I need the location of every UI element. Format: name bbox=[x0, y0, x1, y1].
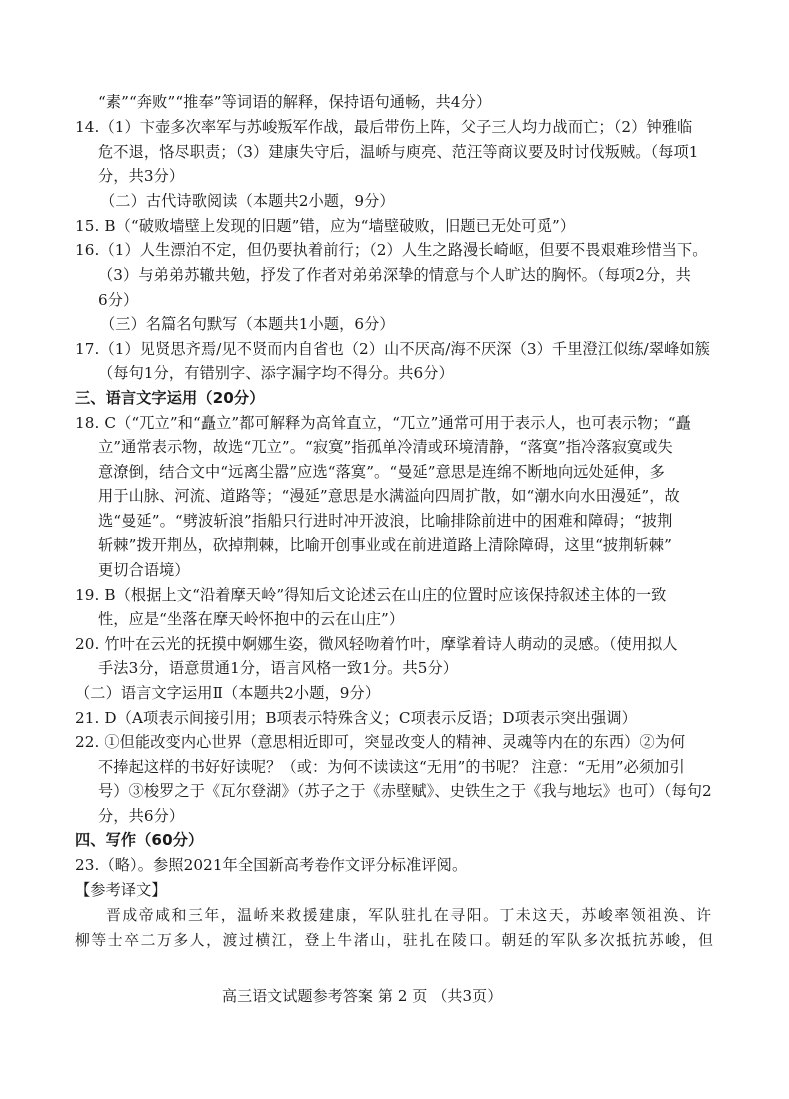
section-heading-language-use: 三、语言文字运用（20分） bbox=[75, 389, 265, 407]
translation-line-2: 柳等士卒二万多人，渡过横江，登上牛渚山，驻扎在陵口。朝廷的军队多次抵抗苏峻，但 bbox=[75, 932, 715, 949]
text-line-q18-5: 选“曼延”。“劈波斩浪”指船只行进时冲开波浪，比喻排除前进中的困难和障碍；“披荆 bbox=[98, 512, 673, 530]
section-heading-famous-lines: （三）名篇名句默写（本题共1小题，6分） bbox=[100, 315, 395, 333]
text-line-q18-7: 更切合语境） bbox=[98, 561, 190, 579]
section-heading-reference-translation: 【参考译文】 bbox=[75, 881, 167, 899]
text-line-q22-3: 号）③梭罗之于《瓦尔登湖》（苏子之于《赤壁赋》、史铁生之于《我与地坛》也可）（每句2 bbox=[98, 782, 712, 800]
text-line-q14-2: 危不退，恪尽职责；（3）建康失守后，温峤与庾亮、范汪等商议要及时讨伐叛贼。（每项1 bbox=[98, 143, 699, 161]
text-line-q18-4: 用于山脉、河流、道路等；“漫延”意思是水满溢向四周扩散，如“潮水向水田漫延”，故 bbox=[98, 487, 680, 505]
text-line-q16-1: 16.（1）人生漂泊不定，但仍要执着前行；（2）人生之路漫长崎岖，但要不畏艰难珍惜当下。 bbox=[75, 241, 708, 259]
page-footer: 高三语文试题参考答案 第 2 页 （共3页） bbox=[222, 987, 503, 1005]
text-line-q17-1: 17.（1）见贤思齐焉/见不贤而内自省也（2）山不厌高/海不厌深（3）千里澄江似练/翠峰如簇 bbox=[75, 340, 711, 358]
text-line-q20-1: 20. 竹叶在云光的抚摸中婀娜生姿，微风轻吻着竹叶，摩挲着诗人萌动的灵感。（使用拟人 bbox=[75, 635, 678, 653]
text-line-q13-tail: “素”“奔败”“推奉”等词语的解释，保持语句通畅，共4分） bbox=[98, 93, 492, 111]
text-line-q19-2: 性，应是“坐落在摩天岭怀抱中的云在山庄”） bbox=[98, 610, 405, 628]
text-line-q20-2: 手法3分，语意贯通1分，语言风格一致1分。共5分） bbox=[98, 659, 459, 677]
text-line-q14-1: 14.（1）卞壶多次率军与苏峻叛军作战，最后带伤上阵，父子三人均力战而亡；（2）钟雅临 bbox=[75, 118, 693, 136]
text-line-q23: 23.（略）。参照2021年全国新高考卷作文评分标准评阅。 bbox=[75, 856, 468, 874]
text-line-q22-1: 22. ①但能改变内心世界（意思相近即可，突显改变人的精神、灵魂等内在的东西）②为何 bbox=[75, 733, 686, 751]
text-line-q21: 21. D（A项表示间接引用；B项表示特殊含义；C项表示反语；D项表示突出强调） bbox=[75, 709, 637, 727]
text-line-q22-2: 不捧起这样的书好好读呢？（或：为何不读读这“无用”的书呢？ 注意：“无用”必须加引 bbox=[98, 758, 685, 776]
text-line-q19-1: 19. B（根据上文“沿着摩天岭”得知后文论述云在山庄的位置时应该保持叙述主体的一致 bbox=[75, 586, 667, 604]
text-line-q14-3: 分，共3分） bbox=[98, 167, 185, 185]
text-line-q15: 15. B（“破败墙壁上发现的旧题”错，应为“墙壁破败，旧题已无处可觅”） bbox=[75, 217, 576, 235]
text-line-q18-2: 立”通常表示物，故选“兀立”。“寂寞”指孤单冷清或环境清静，“落寞”指冷落寂寞或失 bbox=[98, 438, 673, 456]
text-line-q18-6: 斩棘”拨开荆丛，砍掉荆棘，比喻开创事业或在前进道路上清除障碍，这里“披荆斩棘” bbox=[98, 536, 672, 554]
section-heading-ancient-poetry: （二）古代诗歌阅读（本题共2小题，9分） bbox=[100, 192, 395, 210]
text-line-q16-2: （3）与弟弟苏辙共勉，抒发了作者对弟弟深挚的情意与个人旷达的胸怀。（每项2分，共 bbox=[98, 266, 691, 284]
section-heading-language-use-2: （二）语言文字运用Ⅱ（本题共2小题，9分） bbox=[75, 684, 381, 702]
text-line-q17-2: （每句1分，有错别字、添字漏字均不得分。共6分） bbox=[98, 364, 454, 382]
text-line-q18-1: 18. C（“兀立”和“矗立”都可解释为高耸直立，“兀立”通常可用于表示人，也可表示物；“矗 bbox=[75, 414, 691, 432]
text-line-q18-3: 意潦倒，结合文中“远离尘嚣”应选“落寞”。“曼延”意思是连绵不断地向远处延伸，多 bbox=[98, 463, 665, 481]
text-line-q16-3: 6分） bbox=[98, 291, 139, 309]
translation-line-1: 晋成帝咸和三年，温峤来救援建康，军队驻扎在寻阳。丁未这天，苏峻率领祖涣、许 bbox=[106, 907, 713, 924]
section-heading-writing: 四、写作（60分） bbox=[75, 831, 204, 849]
text-line-q22-4: 分，共6分） bbox=[98, 807, 185, 825]
